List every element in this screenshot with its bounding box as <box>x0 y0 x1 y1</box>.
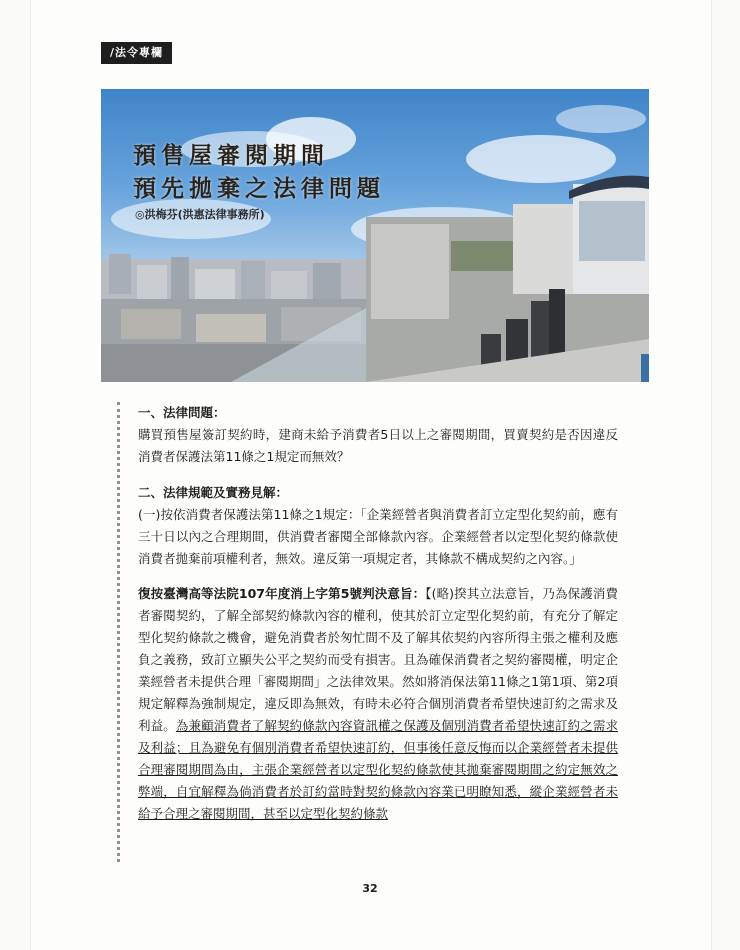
court-ruling-paragraph <box>138 583 618 825</box>
court-ruling-lead: 復按臺灣高等法院107年度消上字第5號判決意旨： <box>138 586 426 601</box>
section-1-paragraph: 購買預售屋簽訂契約時，建商未給予消費者5日以上之審閱期間，買賣契約是否因違反消費者保護法第11條之1規定而無效？ <box>138 427 618 464</box>
article-body <box>138 402 618 825</box>
court-ruling-text: 【(略)揆其立法意旨，乃為保護消費者審閱契約，了解全部契約條款內容的權利，使其於訂立定型化契約前，有充分了解定型化契約條款之機會，避免消費者於匆忙間不及了解其依契約內容所得主張之權利及應負之義務，致訂立顯失公平之契約而受有損害。且為確保消費者之契約審閱權，明定企業經營者未提供合理「審閱期間」之法律效果。然如將消保法第11條之1第1項、第2項規定解釋為強制規定，違反即為無效，有時未必符合個別消費者希望快速訂約之需求及利益。 <box>138 586 618 733</box>
hero-photo-illustration <box>101 89 649 382</box>
article-title-line-2: 預先拋棄之法律問題 <box>133 175 385 202</box>
article-title <box>133 139 385 205</box>
hero-image <box>101 89 649 382</box>
section-tag: /法令專欄 <box>101 42 172 64</box>
statute-quote-paragraph: (一)按依消費者保護法第11條之1規定：「企業經營者與消費者訂立定型化契約前，應有三十日以內之合理期間，供消費者審閱全部條款內容。企業經營者以定型化契約條款使消費者拋棄前項權利者，無效。違反第一項規定者，其條款不構成契約之內容。」 <box>138 507 618 566</box>
article-author: ◎洪梅芬(洪惠法律事務所) <box>135 208 265 221</box>
court-ruling-underlined-text: 為兼顧消費者了解契約條款內容資訊權之保護及個別消費者希望快速訂約之需求及利益；且為避免有個別消費者希望快速訂約，但事後任意反悔而以企業經營者未提供合理審閱期間為由，主張企業經營者以定型化契約條款使其拋棄審閱期間之約定無效之弊端，自宜解釋為倘消費者於訂約當時對契約條款內容業已明瞭知悉，縱企業經營者未給予合理之審閱期間，甚至以定型化契約條款 <box>138 718 618 821</box>
decorative-dotted-rule <box>117 402 120 862</box>
section-heading-2: 二、法律規範及實務見解： <box>138 485 289 500</box>
page-number: 32 <box>362 882 378 895</box>
section-heading-1: 一、法律問題： <box>138 405 226 420</box>
article-title-line-1: 預售屋審閱期間 <box>133 142 329 169</box>
